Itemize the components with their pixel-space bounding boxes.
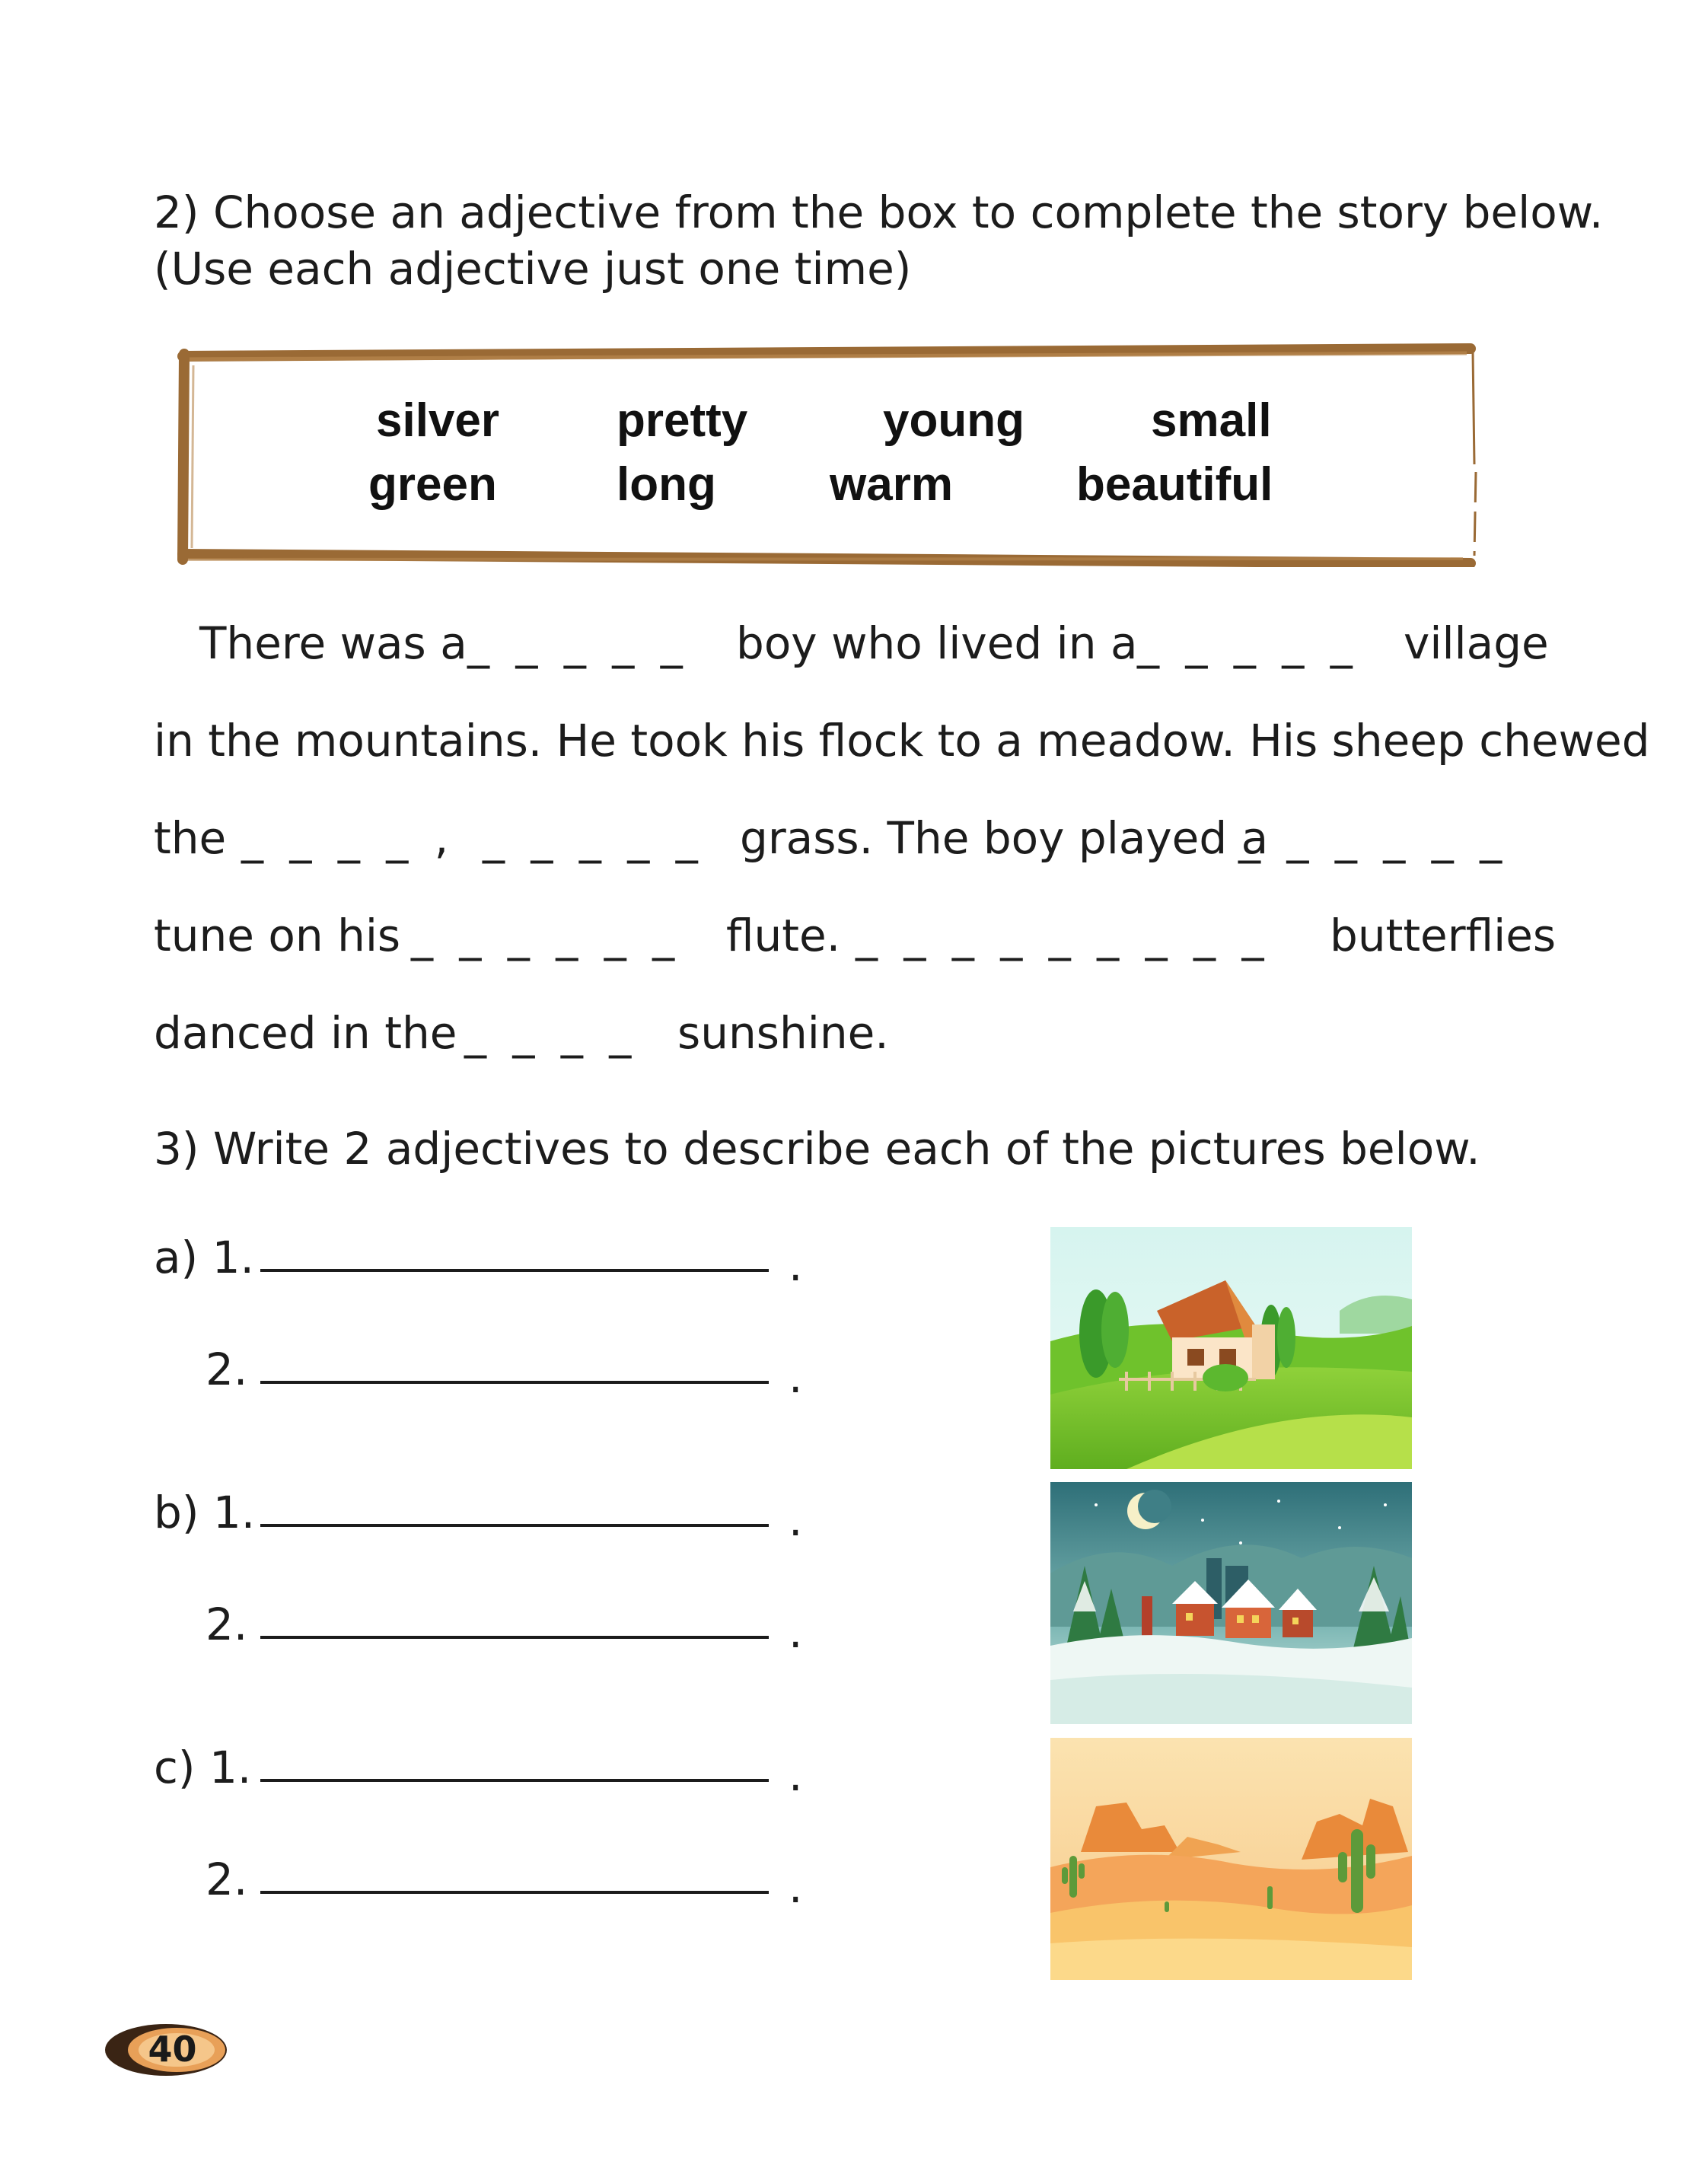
story-blank[interactable]: _ _ _ _ _ _	[411, 910, 681, 961]
story-line-2	[154, 710, 1650, 771]
question-2-heading	[154, 184, 1604, 297]
adjective-word-box	[177, 343, 1482, 567]
story-text: flute.	[726, 910, 841, 961]
answer-a-line-1[interactable]	[260, 1269, 769, 1272]
story-blank[interactable]: _ _ _ _ _ _ _ _ _	[856, 910, 1270, 961]
story-blank[interactable]: _ _ _ _ _	[483, 812, 704, 864]
answer-dot: .	[789, 1749, 803, 1801]
snowy-village-picture	[1050, 1482, 1412, 1724]
answer-dot: .	[789, 1861, 803, 1913]
story-text: in the mountains. He took his flock to a meadow. His sheep chewed	[154, 715, 1650, 767]
answer-dot: .	[789, 1494, 803, 1546]
word-warm: warm	[830, 458, 953, 511]
answer-b-label-2: 2.	[206, 1599, 248, 1650]
answer-dot: .	[789, 1351, 803, 1403]
answer-dot: .	[789, 1606, 803, 1658]
story-blank[interactable]: _ _ _ _ _	[467, 617, 689, 669]
story-text: the	[154, 812, 227, 864]
word-long: long	[617, 458, 716, 511]
answer-a-label-1: a) 1.	[154, 1232, 254, 1283]
word-small: small	[1151, 394, 1272, 447]
word-pretty: pretty	[617, 394, 748, 447]
story-blank[interactable]: _ _ _ _ ,	[241, 812, 455, 864]
story-text: danced in the	[154, 1007, 457, 1059]
story-blank[interactable]: _ _ _ _	[464, 1007, 638, 1059]
story-text: sunshine.	[677, 1007, 889, 1059]
farm-house-picture	[1050, 1227, 1412, 1469]
word-young: young	[883, 394, 1024, 447]
story-text: boy who lived in a	[736, 617, 1138, 669]
answer-c-label-1: c) 1.	[154, 1742, 252, 1793]
word-green: green	[368, 458, 497, 511]
question-3-heading: 3) Write 2 adjectives to describe each of the pictures below.	[154, 1123, 1480, 1175]
answer-c-label-2: 2.	[206, 1854, 248, 1905]
answer-c-line-2[interactable]	[260, 1891, 769, 1894]
story-line-4	[154, 905, 1557, 966]
word-box-border	[177, 343, 1482, 567]
answer-c-line-1[interactable]	[260, 1779, 769, 1782]
story-text: butterflies	[1330, 910, 1557, 961]
story-text: There was a	[199, 617, 467, 669]
story-text: grass. The boy played a	[740, 812, 1269, 864]
answer-dot: .	[789, 1239, 803, 1291]
answer-b-line-1[interactable]	[260, 1524, 769, 1527]
word-silver: silver	[376, 394, 500, 447]
answer-b-label-1: b) 1.	[154, 1487, 256, 1538]
story-line-3	[154, 808, 1554, 869]
page-number: 40	[148, 2029, 197, 2070]
story-text: village	[1404, 617, 1549, 669]
answer-b-line-2[interactable]	[260, 1636, 769, 1639]
question-2-line-1: 2) Choose an adjective from the box to complete the story below.	[154, 186, 1604, 238]
desert-picture	[1050, 1738, 1412, 1980]
story-text: tune on his	[154, 910, 401, 961]
story-line-1	[154, 613, 1554, 674]
story-blank[interactable]: _ _ _ _ _ _	[1238, 812, 1509, 864]
answer-a-label-2: 2.	[206, 1344, 248, 1395]
story-blank[interactable]: _ _ _ _ _	[1137, 617, 1359, 669]
word-beautiful: beautiful	[1076, 458, 1273, 511]
question-2-line-2: (Use each adjective just one time)	[154, 243, 912, 295]
answer-a-line-2[interactable]	[260, 1381, 769, 1384]
story-line-5	[154, 1002, 1554, 1063]
